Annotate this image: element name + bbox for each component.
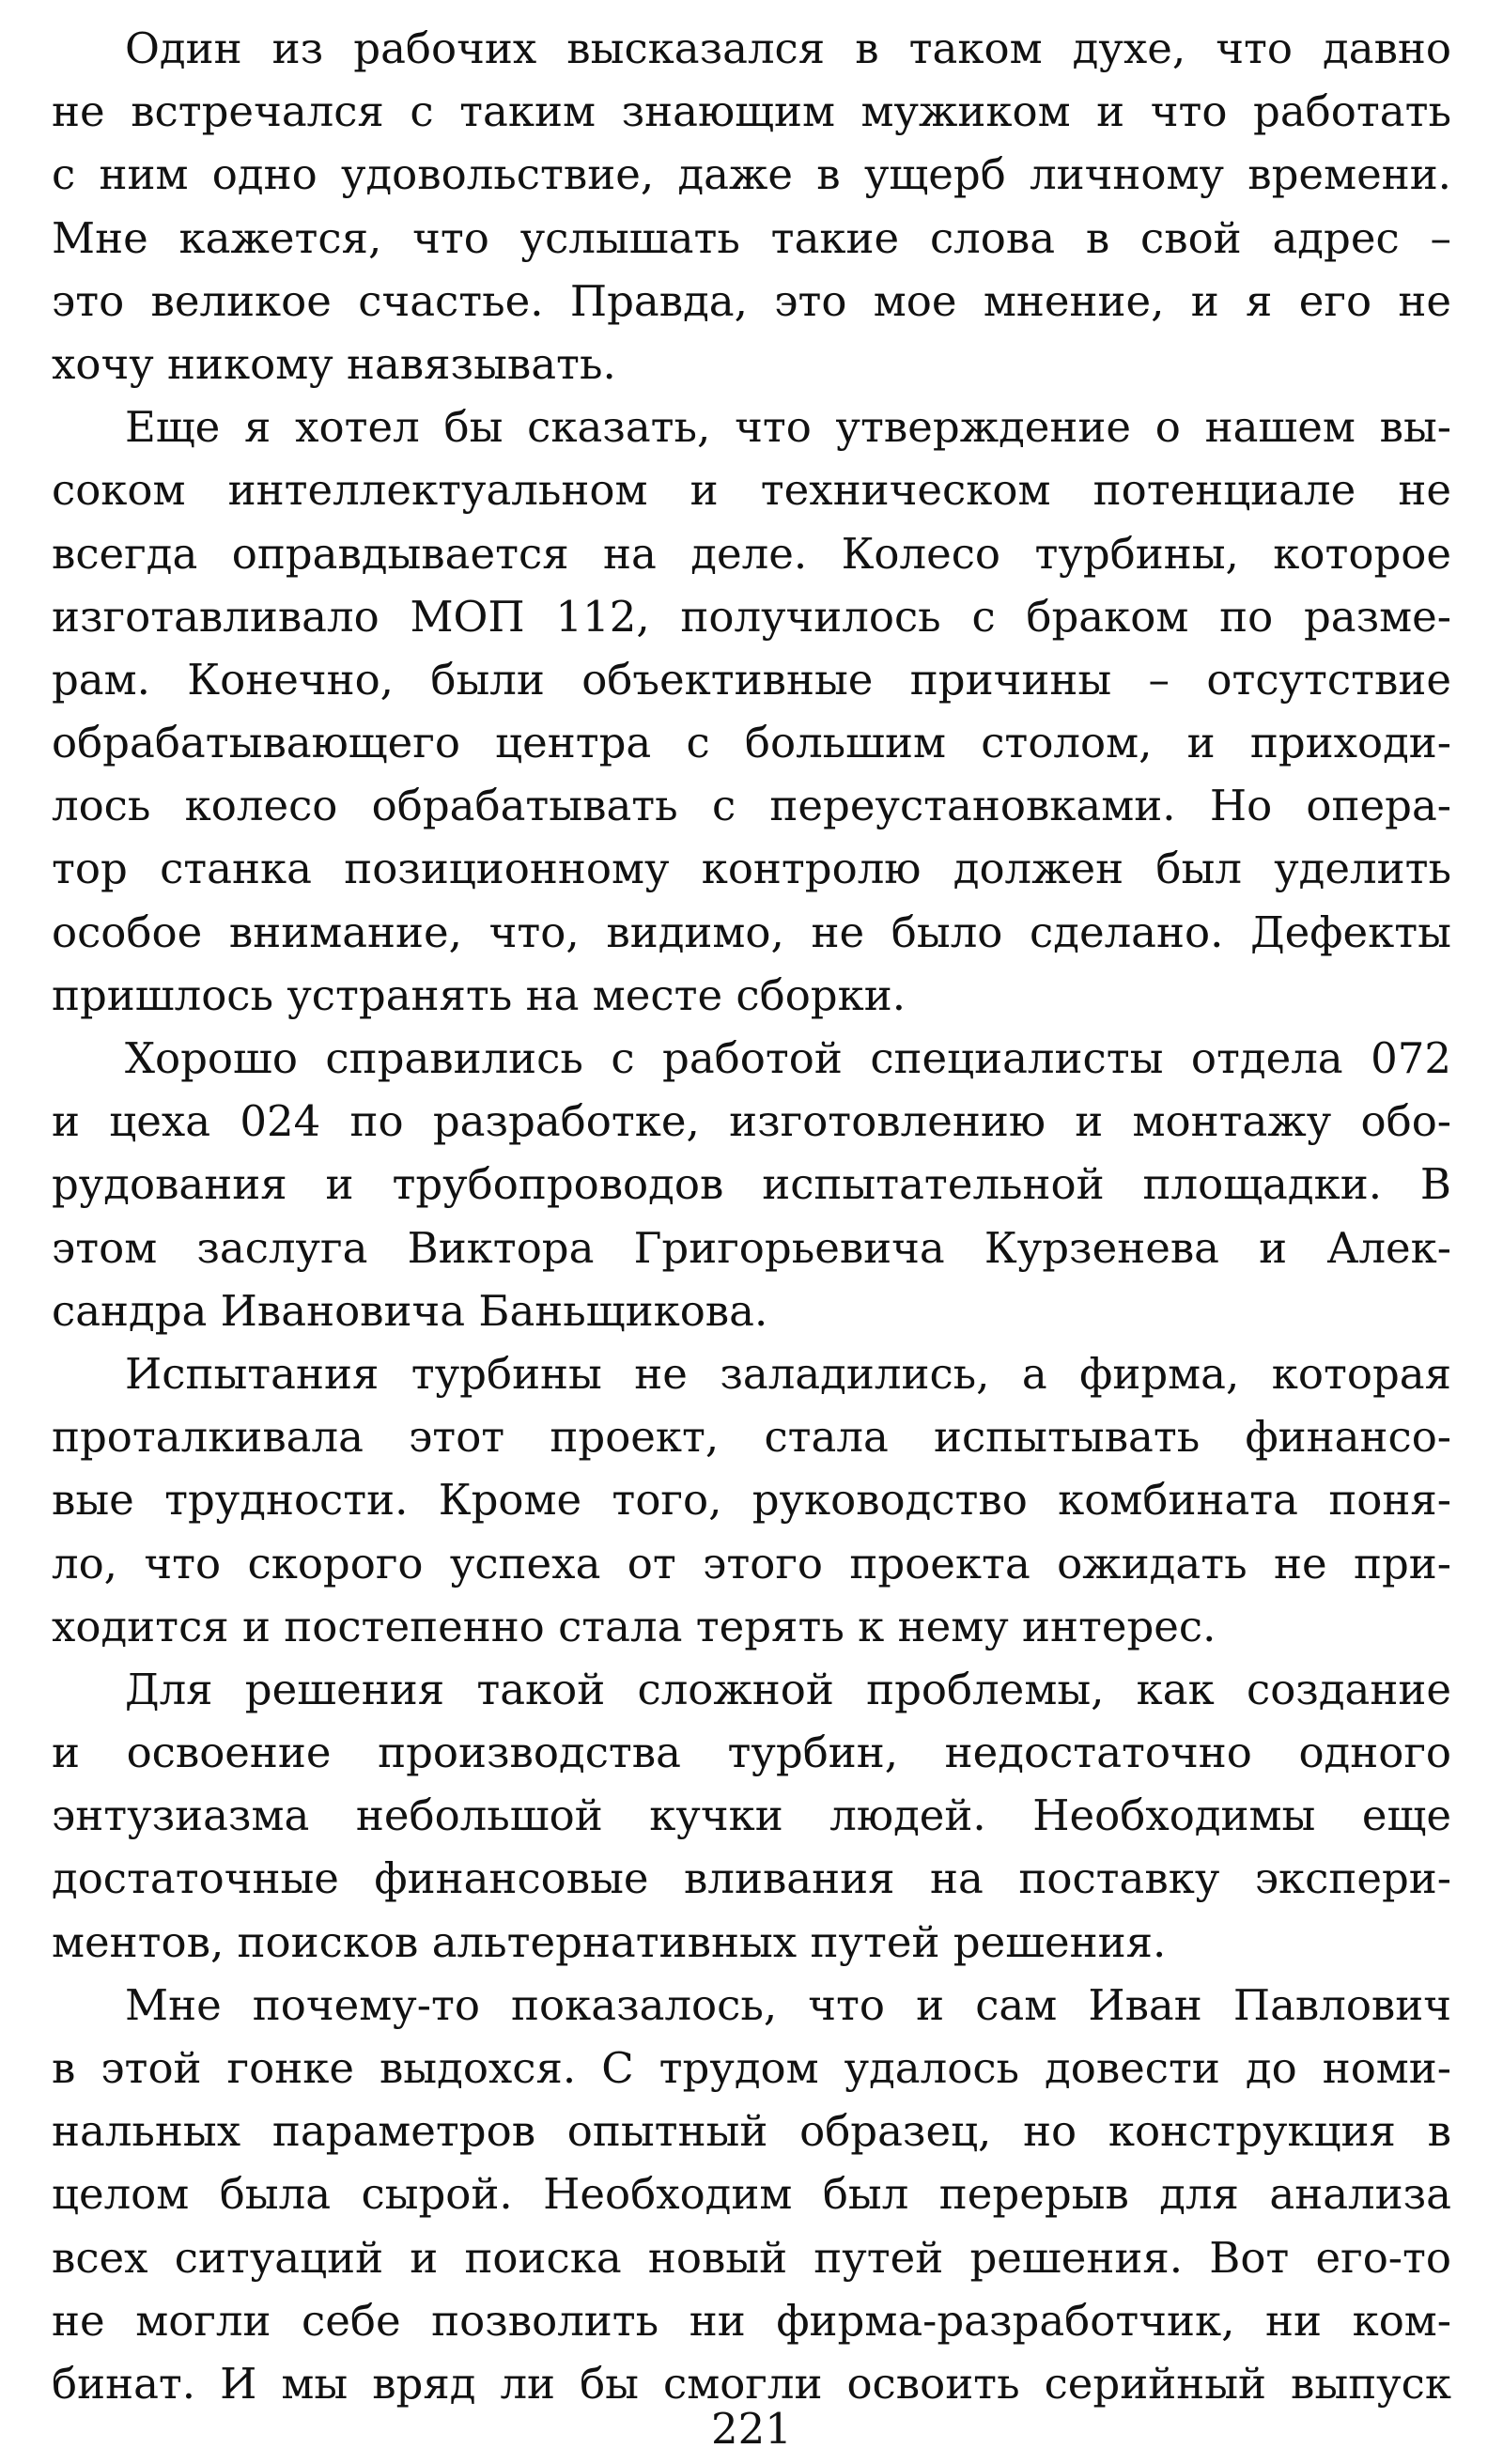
paragraph-2 <box>52 395 1451 1027</box>
text-line: это великое счастье. Правда, это мое мнение, и я его не <box>52 275 1451 326</box>
text-line: нальных параметров опытный образец, но конструкция в <box>52 2106 1451 2157</box>
text-line: и освоение производства турбин, недостаточно одного <box>52 1728 1451 1778</box>
text-line: Для решения такой сложной проблемы, как создание <box>125 1664 1451 1714</box>
text-line: ходится и постепенно стала терять к нему интерес. <box>52 1601 1216 1651</box>
text-line: и цеха 024 по разработке, изготовлению и монтажу обо- <box>52 1096 1451 1147</box>
paragraph-6 <box>52 1974 1451 2415</box>
text-line: проталкивала этот проект, стала испытывать финансо- <box>52 1412 1451 1463</box>
text-line: соком интеллектуальном и техническом потенциале не <box>52 465 1451 516</box>
text-line: Мне почему-то показалось, что и сам Иван Павлович <box>125 1979 1451 2030</box>
text-line: Испытания турбины не заладились, а фирма, которая <box>125 1348 1451 1399</box>
text-line: лось колесо обрабатывать с переустановками. Но опера- <box>52 781 1451 831</box>
text-line: энтузиазма небольшой кучки людей. Необходимы еще <box>52 1790 1451 1841</box>
text-line: хочу никому навязывать. <box>52 338 616 389</box>
text-line: целом была сырой. Необходим был перерыв для анализа <box>52 2169 1451 2220</box>
text-line: ментов, поисков альтернативных путей решения. <box>52 1916 1167 1967</box>
text-line: особое внимание, что, видимо, не было сделано. Дефекты <box>52 907 1451 957</box>
text-line: Мне кажется, что услышать такие слова в свой адрес – <box>52 212 1451 263</box>
text-line: Хорошо справились с работой специалисты отдела 072 <box>125 1033 1451 1083</box>
text-line: изготавливало МОП 112, получилось с браком по разме- <box>52 591 1451 642</box>
text-line: не встречался с таким знающим мужиком и что работать <box>52 86 1451 137</box>
text-line: в этой гонке выдохся. С трудом удалось довести до номи- <box>52 2043 1451 2093</box>
text-line: всех ситуаций и поиска новый путей решения. Вот его-то <box>52 2232 1451 2283</box>
paragraph-4 <box>52 1342 1451 1658</box>
text-line: тор станка позиционному контролю должен был уделить <box>52 844 1451 894</box>
text-line: всегда оправдывается на деле. Колесо турбины, которое <box>52 528 1451 579</box>
page-number: 221 <box>711 2404 792 2454</box>
text-line: ло, что скорого успеха от этого проекта ожидать не при- <box>52 1538 1451 1588</box>
text-line: рам. Конечно, были объективные причины – отсутствие <box>52 654 1451 705</box>
text-line: этом заслуга Виктора Григорьевича Курзенева и Алек- <box>52 1222 1451 1273</box>
text-line: рудования и трубопроводов испытательной площадки. В <box>52 1159 1451 1210</box>
paragraph-5 <box>52 1658 1451 1974</box>
page-body <box>52 17 1451 2422</box>
text-line: сандра Ивановича Баньщикова. <box>52 1285 768 1336</box>
text-line: бинат. И мы вряд ли бы смогли освоить серийный выпуск <box>52 2358 1451 2409</box>
text-line: пришлось устранять на месте сборки. <box>52 969 906 1020</box>
paragraph-3 <box>52 1027 1451 1342</box>
text-line: с ним одно удовольствие, даже в ущерб личному времени. <box>52 149 1451 200</box>
text-line: Еще я хотел бы сказать, что утверждение о нашем вы- <box>125 402 1451 453</box>
text-line: обрабатывающего центра с большим столом, и приходи- <box>52 718 1451 768</box>
text-line: вые трудности. Кроме того, руководство комбината поня- <box>52 1475 1451 1526</box>
text-line: Один из рабочих высказался в таком духе, что давно <box>125 23 1451 73</box>
text-line: достаточные финансовые вливания на поставку экспери- <box>52 1853 1451 1904</box>
text-line: не могли себе позволить ни фирма-разработчик, ни ком- <box>52 2295 1451 2346</box>
paragraph-1 <box>52 17 1451 395</box>
